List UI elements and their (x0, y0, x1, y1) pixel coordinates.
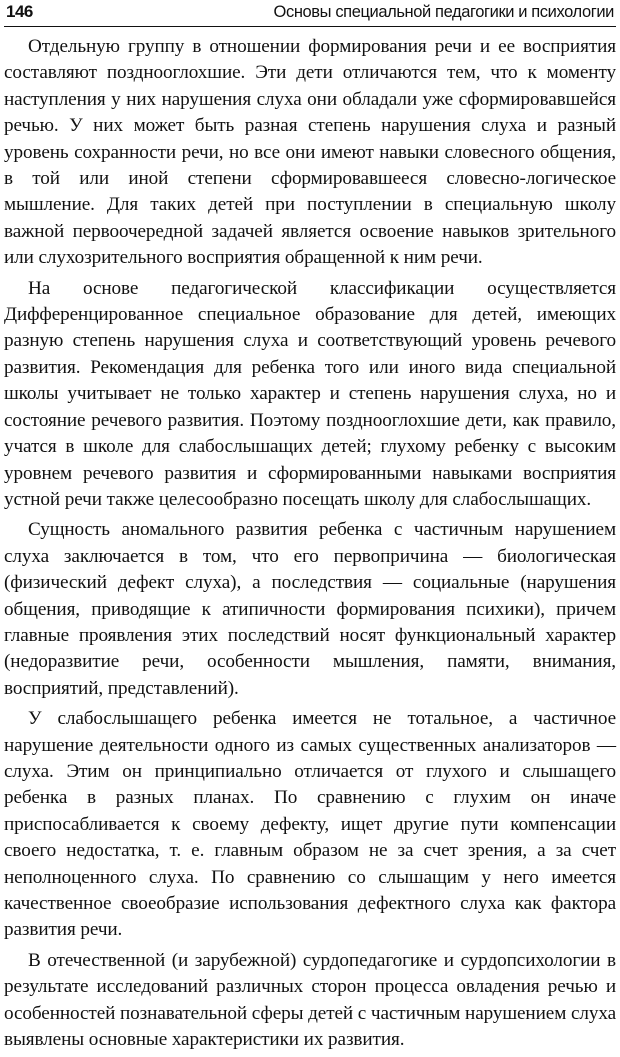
paragraph-late-deafened: Отдельную группу в отношении формирования речи и ее восприятия составляют позднооглохшие. Эти дети отличаются тем, что к моменту наступления у них нарушения слуха они обладали уже сформировавшейся речью. У них может быть разная степень нарушения слуха и разный уровень сохранности речи, но все они имеют навыки словесного общения, в той или иной степени сформировавшееся словесно-логическое мышление. Для таких детей при поступлении в специальную школу важной первоочередной задачей является освоение навыков зрительного или слухозрительного восприятия обращенной к ним речи. (4, 36, 616, 269)
paragraph-anomalous-development: Сущность аномального развития ребенка с частичным нарушением слуха заключается в том, что его первопричина — биологическая (физический дефект слуха), а последствия — социальные (нарушения общения, приводящие к атипичности формирования психики), причем главные проявления этих последствий носят функциональный характер (недоразвитие речи, особенности мышления, памяти, внимания, восприятий, представлений). (4, 519, 616, 699)
paragraph-hard-of-hearing-child: У слабослышащего ребенка имеется не тотальное, а частичное нарушение деятельности одного из самых существенных анализаторов — слуха. Этим он принципиально отличается от глухого и слышащего ребенка в разных планах. По сравнению с глухим он иначе приспосабливается к своему дефекту, ищет другие пути компенсации своего недостатка, т. е. главным образом не за счет зрения, а за счет неполноценного слуха. По сравнению со слышащим у него имеется качественное своеобразие использования дефектного слуха как фактора развития речи. (4, 708, 616, 941)
body-text (4, 34, 616, 1057)
page-number: 146 (6, 2, 33, 21)
page-header (4, 0, 616, 27)
running-title: Основы специальной педагогики и психологии (273, 3, 614, 21)
paragraph-classification: На основе педагогической классификации осуществляется Дифференцированное специальное образование для детей, имеющих разную степень нарушения слуха и соответствующий уровень речевого развития. Рекомендация для ребенка того или иного вида специальной школы учитывает не только характер и степень нарушения слуха, но и состояние речевого развития. Поэтому позднооглохшие дети, как правило, учатся в школе для слабослышащих детей; глухому ребенку с высоким уровнем речевого развития и сформированными навыками восприятия устной речи также целесообразно посещать школу для слабослышащих. (4, 277, 616, 510)
paragraph-research: В отечественной (и зарубежной) сурдопедагогике и сурдопсихологии в результате исследований различных сторон процесса овладения речью и особенностей познавательной сферы детей с частичным нарушением слуха выявлены основные характеристики их развития. (4, 949, 616, 1051)
